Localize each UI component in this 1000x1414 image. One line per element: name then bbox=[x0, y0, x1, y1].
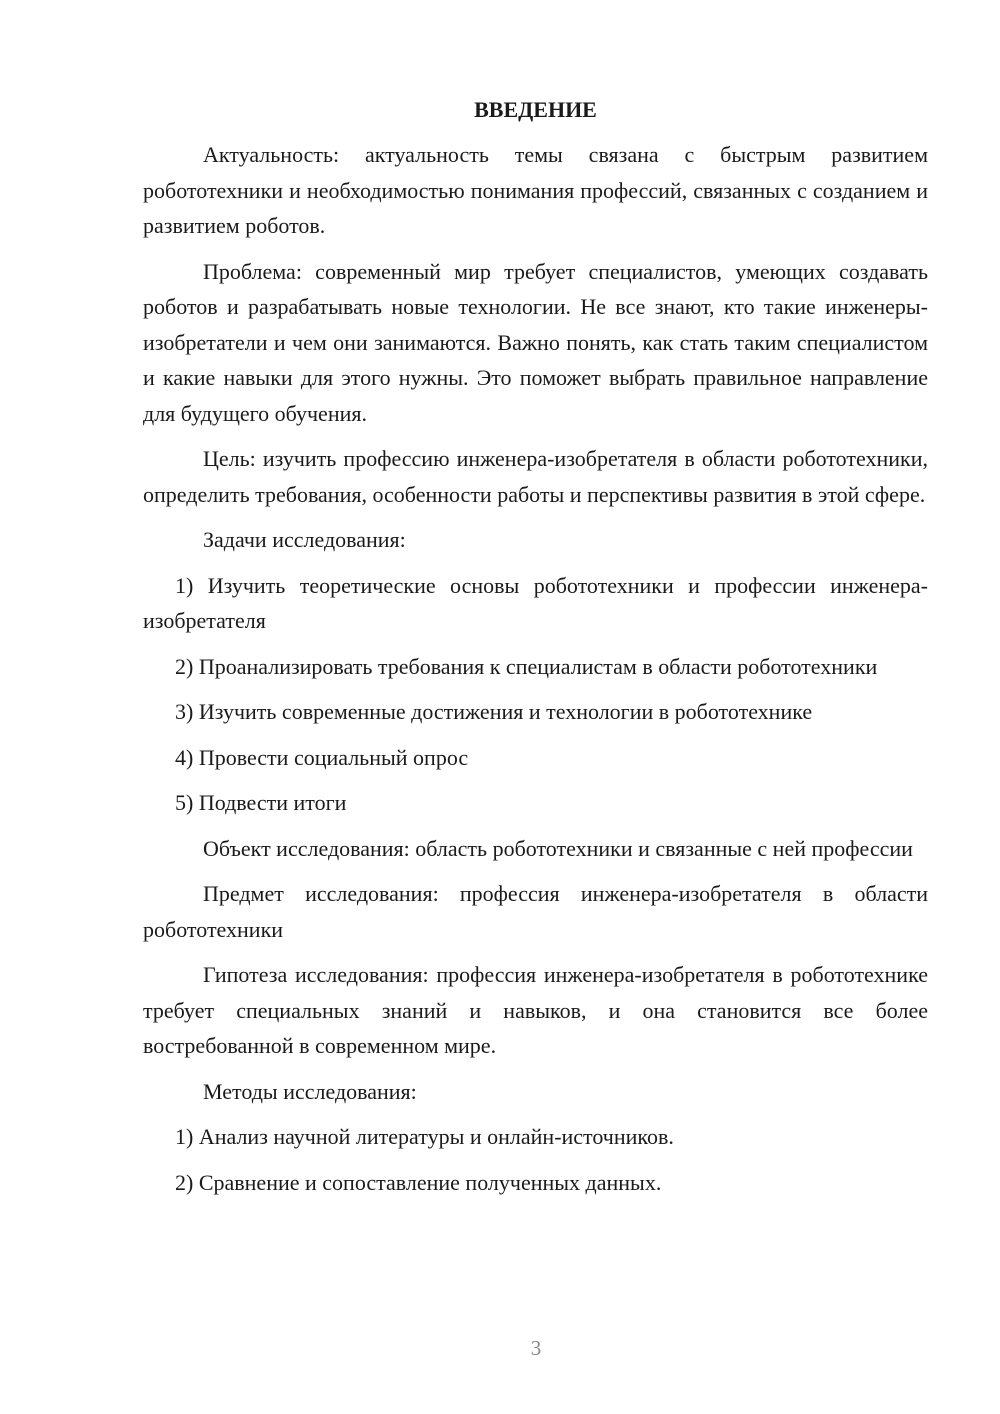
method-item-1: 1) Анализ научной литературы и онлайн-источников. bbox=[175, 1124, 674, 1149]
object-paragraph: Объект исследования: область робототехники и связанные с ней профессии bbox=[203, 835, 913, 861]
task-item-4: 4) Провести социальный опрос bbox=[175, 744, 469, 770]
method-item-2: 2) Сравнение и сопоставление полученных данных. bbox=[175, 1169, 662, 1195]
task-item-2: 2) Проанализировать требования к специалистам в области робототехники bbox=[175, 653, 878, 679]
problem-paragraph: Проблема: современный мир требует специалистов, умеющих создавать роботов и разрабатывать новые технологии. Не все знают, кто такие инженеры-изобретатели и чем они занимаются. Важно понять, как стать таким специалистом и какие навыки для этого нужны. Это поможет выбрать правильное направление для будущего обучения. bbox=[143, 258, 928, 426]
task-item-3: 3) Изучить современные достижения и технологии в робототехнике bbox=[175, 699, 813, 724]
subject-paragraph: Предмет исследования: профессия инженера-изобретателя в области робототехники bbox=[143, 881, 928, 942]
task-item-1: 1) Изучить теоретические основы робототехники и профессии инженера-изобретателя bbox=[143, 572, 928, 633]
goal-paragraph: Цель: изучить профессию инженера-изобретателя в области робототехники, определить требования, особенности работы и перспективы развития в этой сфере. bbox=[143, 446, 928, 507]
relevance-paragraph: Актуальность: актуальность темы связана с быстрым развитием робототехники и необходимостью понимания профессий, связанных с созданием и развитием роботов. bbox=[143, 142, 928, 238]
page-content bbox=[143, 94, 928, 1210]
tasks-heading: Задачи исследования: bbox=[203, 527, 406, 552]
task-item-5: 5) Подвести итоги bbox=[175, 790, 347, 815]
page-number: 3 bbox=[530, 1336, 542, 1360]
methods-heading: Методы исследования: bbox=[203, 1078, 417, 1104]
hypothesis-paragraph: Гипотеза исследования: профессия инженера-изобретателя в робототехнике требует специальных знаний и навыков, и она становится все более востребованной в современном мире. bbox=[143, 962, 928, 1058]
section-title: ВВЕДЕНИЕ bbox=[474, 97, 597, 122]
